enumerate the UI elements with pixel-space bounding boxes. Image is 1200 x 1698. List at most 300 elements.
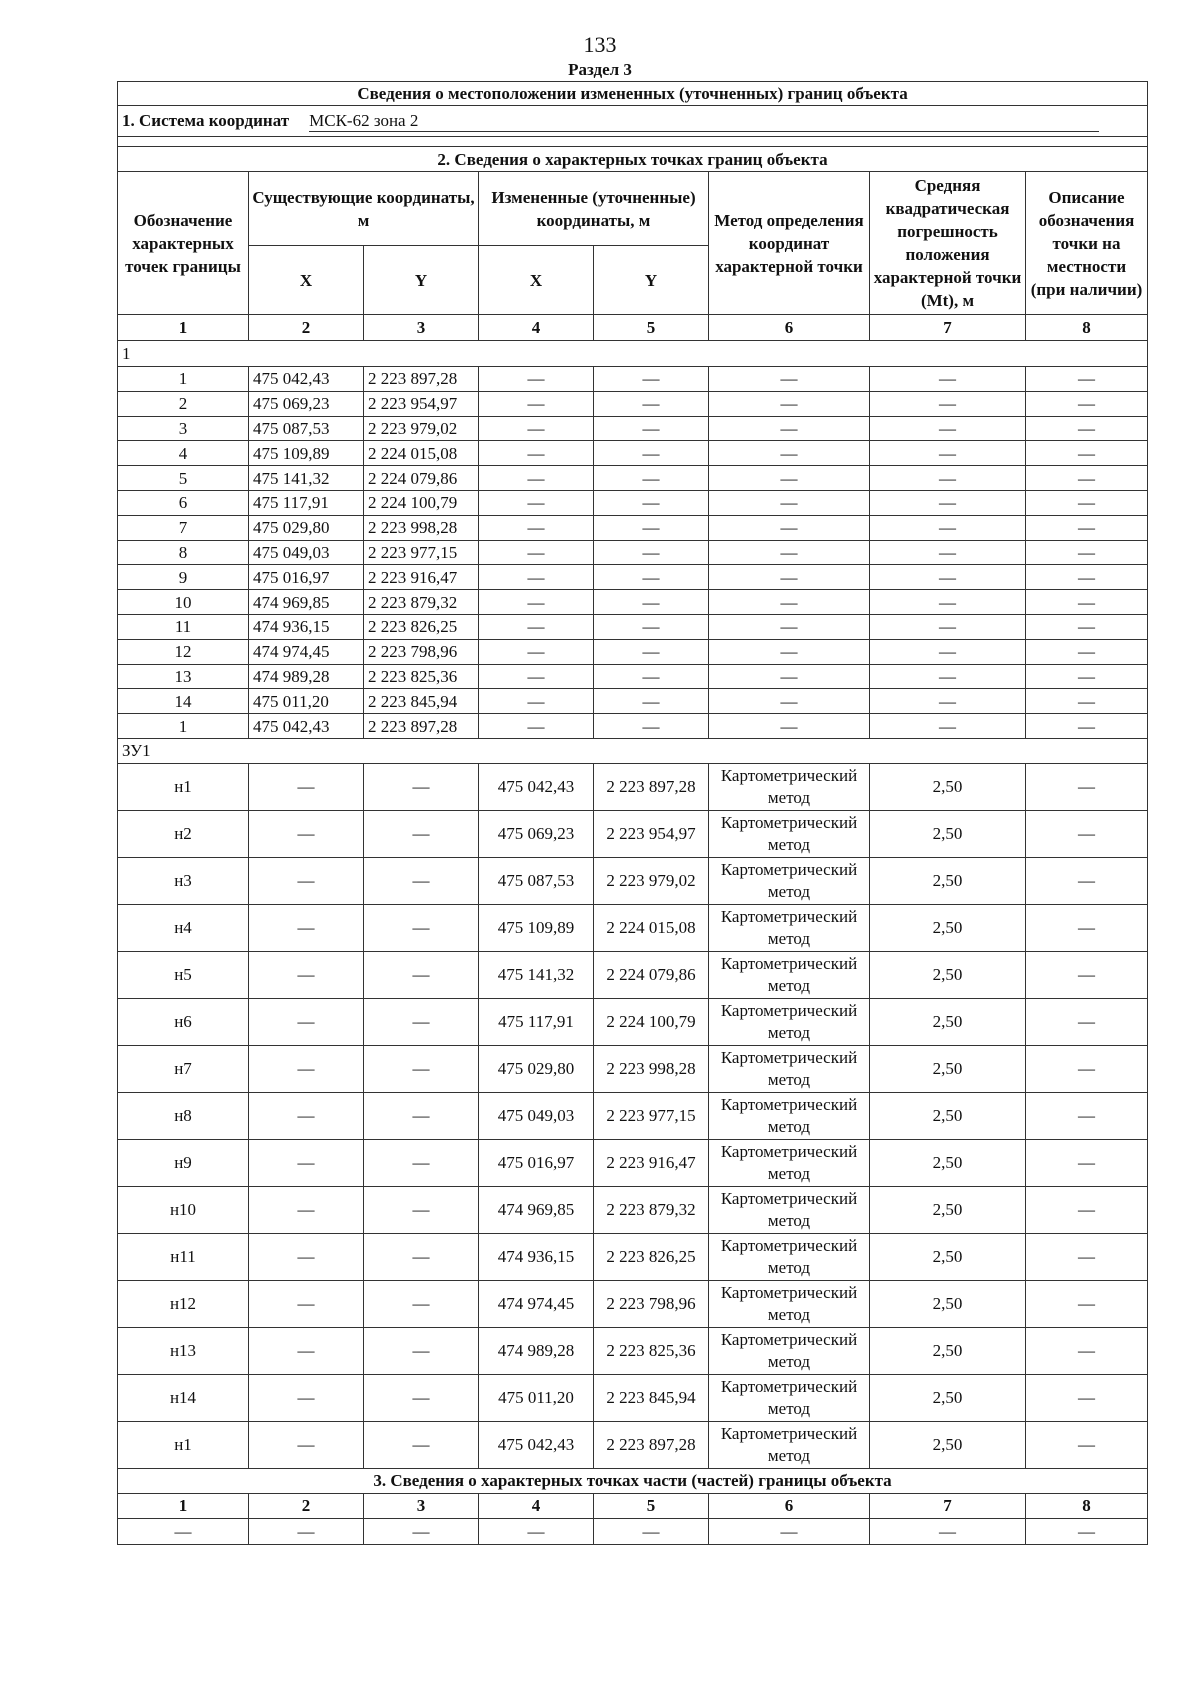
empty-value-dash: — xyxy=(1026,714,1148,739)
changed-y: 2 223 798,96 xyxy=(594,1280,709,1327)
empty-value-dash: — xyxy=(1026,1280,1148,1327)
empty-value-dash: — xyxy=(1026,810,1148,857)
empty-value-dash: — xyxy=(594,614,709,639)
error-value: 2,50 xyxy=(870,810,1026,857)
existing-y: 2 224 015,08 xyxy=(364,441,479,466)
existing-x: 474 989,28 xyxy=(249,664,364,689)
empty-value-dash: — xyxy=(479,367,594,392)
empty-value-dash: — xyxy=(479,441,594,466)
point-id: 13 xyxy=(118,664,249,689)
empty-value-dash: — xyxy=(1026,1186,1148,1233)
point-id: 7 xyxy=(118,515,249,540)
changed-x: 475 141,32 xyxy=(479,951,594,998)
changed-x: 475 029,80 xyxy=(479,1045,594,1092)
point-id: н2 xyxy=(118,810,249,857)
table-row xyxy=(118,1233,1148,1280)
changed-x: 474 989,28 xyxy=(479,1327,594,1374)
existing-x: 474 974,45 xyxy=(249,639,364,664)
empty-value-dash: — xyxy=(870,367,1026,392)
table-row xyxy=(118,689,1148,714)
empty-value-dash: — xyxy=(479,714,594,739)
empty-value-dash: — xyxy=(364,998,479,1045)
empty-value-dash: — xyxy=(870,490,1026,515)
empty-value-dash: — xyxy=(364,951,479,998)
group1-label: 1 xyxy=(118,341,1148,367)
table-row xyxy=(118,1327,1148,1374)
table-row xyxy=(118,565,1148,590)
header-description: Описание обозначения точки на местности (при наличии) xyxy=(1026,172,1148,315)
empty-value-dash: — xyxy=(479,416,594,441)
coord-system-value: МСК-62 зона 2 xyxy=(309,111,1099,132)
existing-x: 475 042,43 xyxy=(249,714,364,739)
existing-x: 475 029,80 xyxy=(249,515,364,540)
header-designation: Обозначение характерных точек границы xyxy=(118,172,249,315)
point-id: н13 xyxy=(118,1327,249,1374)
table-row xyxy=(118,639,1148,664)
empty-value-dash: — xyxy=(594,664,709,689)
changed-x: 474 969,85 xyxy=(479,1186,594,1233)
changed-y: 2 223 977,15 xyxy=(594,1092,709,1139)
empty-value-dash: — xyxy=(870,391,1026,416)
method-value: Картометрический метод xyxy=(709,951,870,998)
empty-value-dash: — xyxy=(479,490,594,515)
empty-value-dash: — xyxy=(364,1518,479,1544)
error-value: 2,50 xyxy=(870,904,1026,951)
existing-y: 2 223 897,28 xyxy=(364,367,479,392)
empty-value-dash: — xyxy=(249,951,364,998)
empty-value-dash: — xyxy=(709,639,870,664)
existing-x: 475 087,53 xyxy=(249,416,364,441)
empty-value-dash: — xyxy=(479,664,594,689)
error-value: 2,50 xyxy=(870,1421,1026,1468)
empty-value-dash: — xyxy=(870,1518,1026,1544)
empty-value-dash: — xyxy=(870,441,1026,466)
point-id: 3 xyxy=(118,416,249,441)
empty-value-dash: — xyxy=(1026,490,1148,515)
table-row xyxy=(118,391,1148,416)
empty-value-dash: — xyxy=(870,639,1026,664)
error-value: 2,50 xyxy=(870,1139,1026,1186)
empty-value-dash: — xyxy=(249,904,364,951)
empty-value-dash: — xyxy=(249,1045,364,1092)
table-row xyxy=(118,763,1148,810)
empty-value-dash: — xyxy=(1026,565,1148,590)
point-id: 9 xyxy=(118,565,249,590)
empty-value-dash: — xyxy=(709,664,870,689)
changed-x: 475 069,23 xyxy=(479,810,594,857)
empty-value-dash: — xyxy=(594,490,709,515)
col-number: 7 xyxy=(870,315,1026,341)
error-value: 2,50 xyxy=(870,1092,1026,1139)
empty-value-dash: — xyxy=(479,689,594,714)
empty-value-dash: — xyxy=(1026,590,1148,615)
col-number: 4 xyxy=(479,1493,594,1518)
col-number: 1 xyxy=(118,315,249,341)
changed-y: 2 223 897,28 xyxy=(594,763,709,810)
empty-value-dash: — xyxy=(594,714,709,739)
empty-value-dash: — xyxy=(594,441,709,466)
method-value: Картометрический метод xyxy=(709,810,870,857)
point-id: 12 xyxy=(118,639,249,664)
existing-y: 2 223 879,32 xyxy=(364,590,479,615)
point-id: 10 xyxy=(118,590,249,615)
changed-y: 2 223 845,94 xyxy=(594,1374,709,1421)
point-id: 14 xyxy=(118,689,249,714)
table-row xyxy=(118,951,1148,998)
empty-value-dash: — xyxy=(709,590,870,615)
empty-value-dash: — xyxy=(364,857,479,904)
col-number: 6 xyxy=(709,315,870,341)
existing-x: 475 141,32 xyxy=(249,466,364,491)
table-row xyxy=(118,416,1148,441)
changed-y: 2 223 916,47 xyxy=(594,1139,709,1186)
empty-value-dash: — xyxy=(594,367,709,392)
empty-value-dash: — xyxy=(709,367,870,392)
table-row xyxy=(118,466,1148,491)
empty-value-dash: — xyxy=(709,515,870,540)
section-title: Раздел 3 xyxy=(568,60,632,79)
empty-value-dash: — xyxy=(479,639,594,664)
header-error: Средняя квадратическая погрешность положения характерной точки (Mt), м xyxy=(870,172,1026,315)
empty-value-dash: — xyxy=(709,466,870,491)
col-number: 3 xyxy=(364,315,479,341)
empty-value-dash: — xyxy=(1026,664,1148,689)
point-id: н12 xyxy=(118,1280,249,1327)
col-number: 7 xyxy=(870,1493,1026,1518)
empty-value-dash: — xyxy=(870,540,1026,565)
empty-value-dash: — xyxy=(249,810,364,857)
coord-system-row xyxy=(118,106,1148,137)
table-row xyxy=(118,1045,1148,1092)
table-row xyxy=(118,1186,1148,1233)
empty-value-dash: — xyxy=(1026,951,1148,998)
empty-value-dash: — xyxy=(1026,763,1148,810)
table-row xyxy=(118,367,1148,392)
empty-value-dash: — xyxy=(364,1327,479,1374)
error-value: 2,50 xyxy=(870,1045,1026,1092)
empty-value-dash: — xyxy=(1026,1374,1148,1421)
error-value: 2,50 xyxy=(870,1374,1026,1421)
empty-value-dash: — xyxy=(1026,689,1148,714)
error-value: 2,50 xyxy=(870,763,1026,810)
empty-value-dash: — xyxy=(249,1186,364,1233)
header-changed-x: X xyxy=(479,246,594,315)
existing-y: 2 223 825,36 xyxy=(364,664,479,689)
method-value: Картометрический метод xyxy=(709,1327,870,1374)
empty-value-dash: — xyxy=(249,998,364,1045)
point-id: 1 xyxy=(118,367,249,392)
table-row xyxy=(118,904,1148,951)
error-value: 2,50 xyxy=(870,998,1026,1045)
empty-value-dash: — xyxy=(118,1518,249,1544)
col-number: 8 xyxy=(1026,315,1148,341)
error-value: 2,50 xyxy=(870,951,1026,998)
empty-value-dash: — xyxy=(1026,391,1148,416)
part2-title: 2. Сведения о характерных точках границ объекта xyxy=(118,147,1148,172)
empty-value-dash: — xyxy=(364,1139,479,1186)
header-existing-x: X xyxy=(249,246,364,315)
changed-y: 2 223 897,28 xyxy=(594,1421,709,1468)
empty-value-dash: — xyxy=(594,565,709,590)
empty-value-dash: — xyxy=(870,664,1026,689)
empty-value-dash: — xyxy=(364,1233,479,1280)
method-value: Картометрический метод xyxy=(709,1139,870,1186)
changed-x: 475 087,53 xyxy=(479,857,594,904)
empty-value-dash: — xyxy=(870,466,1026,491)
point-id: н1 xyxy=(118,1421,249,1468)
existing-x: 474 969,85 xyxy=(249,590,364,615)
existing-x: 475 109,89 xyxy=(249,441,364,466)
changed-y: 2 223 954,97 xyxy=(594,810,709,857)
existing-x: 475 016,97 xyxy=(249,565,364,590)
empty-value-dash: — xyxy=(1026,367,1148,392)
error-value: 2,50 xyxy=(870,857,1026,904)
empty-value-dash: — xyxy=(249,1518,364,1544)
col-number: 2 xyxy=(249,315,364,341)
empty-value-dash: — xyxy=(1026,1045,1148,1092)
point-id: н1 xyxy=(118,763,249,810)
point-id: н6 xyxy=(118,998,249,1045)
existing-x: 475 117,91 xyxy=(249,490,364,515)
changed-y: 2 223 998,28 xyxy=(594,1045,709,1092)
empty-value-dash: — xyxy=(249,857,364,904)
empty-value-dash: — xyxy=(1026,1327,1148,1374)
changed-x: 475 016,97 xyxy=(479,1139,594,1186)
point-id: 4 xyxy=(118,441,249,466)
empty-value-dash: — xyxy=(594,590,709,615)
empty-value-dash: — xyxy=(479,614,594,639)
empty-value-dash: — xyxy=(1026,857,1148,904)
empty-value-dash: — xyxy=(364,810,479,857)
empty-value-dash: — xyxy=(709,689,870,714)
empty-value-dash: — xyxy=(709,1518,870,1544)
empty-value-dash: — xyxy=(364,1374,479,1421)
method-value: Картометрический метод xyxy=(709,904,870,951)
method-value: Картометрический метод xyxy=(709,1280,870,1327)
empty-value-dash: — xyxy=(1026,1139,1148,1186)
empty-value-dash: — xyxy=(1026,1233,1148,1280)
empty-value-dash: — xyxy=(1026,1518,1148,1544)
empty-value-dash: — xyxy=(870,689,1026,714)
empty-value-dash: — xyxy=(479,391,594,416)
existing-y: 2 223 845,94 xyxy=(364,689,479,714)
empty-value-dash: — xyxy=(709,614,870,639)
empty-value-dash: — xyxy=(709,490,870,515)
empty-value-dash: — xyxy=(1026,540,1148,565)
page-number: 133 xyxy=(583,32,617,57)
method-value: Картометрический метод xyxy=(709,1092,870,1139)
empty-value-dash: — xyxy=(249,1327,364,1374)
coordinates-table xyxy=(117,81,1148,1545)
header-changed-y: Y xyxy=(594,246,709,315)
empty-value-dash: — xyxy=(479,515,594,540)
method-value: Картометрический метод xyxy=(709,1045,870,1092)
existing-x: 474 936,15 xyxy=(249,614,364,639)
empty-value-dash: — xyxy=(1026,639,1148,664)
empty-value-dash: — xyxy=(249,1280,364,1327)
table-row xyxy=(118,1280,1148,1327)
empty-value-dash: — xyxy=(594,1518,709,1544)
empty-value-dash: — xyxy=(249,1092,364,1139)
col-number: 4 xyxy=(479,315,594,341)
method-value: Картометрический метод xyxy=(709,998,870,1045)
table-row xyxy=(118,810,1148,857)
error-value: 2,50 xyxy=(870,1280,1026,1327)
existing-y: 2 223 954,97 xyxy=(364,391,479,416)
error-value: 2,50 xyxy=(870,1186,1026,1233)
empty-value-dash: — xyxy=(594,639,709,664)
empty-value-dash: — xyxy=(870,565,1026,590)
changed-y: 2 223 979,02 xyxy=(594,857,709,904)
header-existing: Существующие координаты, м xyxy=(249,172,479,246)
existing-y: 2 224 100,79 xyxy=(364,490,479,515)
changed-y: 2 224 015,08 xyxy=(594,904,709,951)
error-value: 2,50 xyxy=(870,1327,1026,1374)
changed-y: 2 224 100,79 xyxy=(594,998,709,1045)
method-value: Картометрический метод xyxy=(709,763,870,810)
point-id: 6 xyxy=(118,490,249,515)
coord-system-label: 1. Система координат xyxy=(122,110,290,130)
empty-value-dash: — xyxy=(364,904,479,951)
part3-title: 3. Сведения о характерных точках части (частей) границы объекта xyxy=(118,1468,1148,1493)
table-title: Сведения о местоположении измененных (уточненных) границ объекта xyxy=(118,82,1148,106)
point-id: 8 xyxy=(118,540,249,565)
point-id: н14 xyxy=(118,1374,249,1421)
empty-value-dash: — xyxy=(594,689,709,714)
empty-value-dash: — xyxy=(870,614,1026,639)
table-row xyxy=(118,1139,1148,1186)
table-row xyxy=(118,540,1148,565)
table-row xyxy=(118,441,1148,466)
empty-value-dash: — xyxy=(1026,904,1148,951)
existing-y: 2 223 798,96 xyxy=(364,639,479,664)
empty-value-dash: — xyxy=(1026,515,1148,540)
table-row xyxy=(118,1421,1148,1468)
empty-value-dash: — xyxy=(870,714,1026,739)
col-number: 3 xyxy=(364,1493,479,1518)
empty-value-dash: — xyxy=(709,540,870,565)
method-value: Картометрический метод xyxy=(709,1233,870,1280)
empty-value-dash: — xyxy=(1026,1421,1148,1468)
header-method: Метод определения координат характерной точки xyxy=(709,172,870,315)
empty-value-dash: — xyxy=(870,515,1026,540)
empty-value-dash: — xyxy=(249,1139,364,1186)
table-row xyxy=(118,857,1148,904)
empty-value-dash: — xyxy=(364,1280,479,1327)
empty-value-dash: — xyxy=(479,540,594,565)
col-number: 5 xyxy=(594,315,709,341)
point-id: 1 xyxy=(118,714,249,739)
group2-label: ЗУ1 xyxy=(118,738,1148,763)
empty-value-dash: — xyxy=(249,1374,364,1421)
empty-value-dash: — xyxy=(249,1233,364,1280)
point-id: н5 xyxy=(118,951,249,998)
table-row xyxy=(118,714,1148,739)
changed-x: 475 049,03 xyxy=(479,1092,594,1139)
error-value: 2,50 xyxy=(870,1233,1026,1280)
empty-value-dash: — xyxy=(709,565,870,590)
point-id: н9 xyxy=(118,1139,249,1186)
col-number: 5 xyxy=(594,1493,709,1518)
changed-x: 475 109,89 xyxy=(479,904,594,951)
table-row xyxy=(118,664,1148,689)
col-number: 2 xyxy=(249,1493,364,1518)
point-id: н8 xyxy=(118,1092,249,1139)
empty-value-dash: — xyxy=(709,714,870,739)
empty-value-dash: — xyxy=(1026,441,1148,466)
spacer-row xyxy=(118,137,1148,147)
empty-value-dash: — xyxy=(594,515,709,540)
empty-value-dash: — xyxy=(594,391,709,416)
point-id: н3 xyxy=(118,857,249,904)
empty-value-dash: — xyxy=(1026,998,1148,1045)
existing-x: 475 069,23 xyxy=(249,391,364,416)
empty-value-dash: — xyxy=(364,1045,479,1092)
changed-y: 2 224 079,86 xyxy=(594,951,709,998)
method-value: Картометрический метод xyxy=(709,1186,870,1233)
empty-value-dash: — xyxy=(364,1186,479,1233)
empty-value-dash: — xyxy=(594,466,709,491)
empty-value-dash: — xyxy=(364,1092,479,1139)
changed-x: 474 974,45 xyxy=(479,1280,594,1327)
point-id: 2 xyxy=(118,391,249,416)
empty-value-dash: — xyxy=(870,590,1026,615)
existing-y: 2 223 916,47 xyxy=(364,565,479,590)
empty-value-dash: — xyxy=(479,590,594,615)
changed-y: 2 223 826,25 xyxy=(594,1233,709,1280)
existing-y: 2 223 826,25 xyxy=(364,614,479,639)
point-id: 5 xyxy=(118,466,249,491)
empty-value-dash: — xyxy=(709,391,870,416)
empty-value-dash: — xyxy=(479,1518,594,1544)
method-value: Картометрический метод xyxy=(709,1421,870,1468)
existing-y: 2 223 897,28 xyxy=(364,714,479,739)
existing-x: 475 042,43 xyxy=(249,367,364,392)
empty-value-dash: — xyxy=(870,416,1026,441)
changed-y: 2 223 879,32 xyxy=(594,1186,709,1233)
changed-x: 475 042,43 xyxy=(479,1421,594,1468)
empty-value-dash: — xyxy=(709,416,870,441)
empty-value-dash: — xyxy=(1026,614,1148,639)
col-number: 6 xyxy=(709,1493,870,1518)
empty-value-dash: — xyxy=(364,1421,479,1468)
table-row xyxy=(118,1374,1148,1421)
table-row xyxy=(118,1092,1148,1139)
empty-value-dash: — xyxy=(249,763,364,810)
changed-y: 2 223 825,36 xyxy=(594,1327,709,1374)
method-value: Картометрический метод xyxy=(709,1374,870,1421)
existing-x: 475 049,03 xyxy=(249,540,364,565)
empty-value-dash: — xyxy=(1026,466,1148,491)
empty-value-dash: — xyxy=(249,1421,364,1468)
col-number: 1 xyxy=(118,1493,249,1518)
existing-y: 2 223 998,28 xyxy=(364,515,479,540)
existing-y: 2 223 979,02 xyxy=(364,416,479,441)
point-id: н10 xyxy=(118,1186,249,1233)
point-id: н11 xyxy=(118,1233,249,1280)
empty-value-dash: — xyxy=(1026,1092,1148,1139)
empty-value-dash: — xyxy=(594,416,709,441)
changed-x: 475 117,91 xyxy=(479,998,594,1045)
empty-value-dash: — xyxy=(709,441,870,466)
method-value: Картометрический метод xyxy=(709,857,870,904)
changed-x: 474 936,15 xyxy=(479,1233,594,1280)
existing-x: 475 011,20 xyxy=(249,689,364,714)
existing-y: 2 224 079,86 xyxy=(364,466,479,491)
point-id: н4 xyxy=(118,904,249,951)
point-id: н7 xyxy=(118,1045,249,1092)
existing-y: 2 223 977,15 xyxy=(364,540,479,565)
